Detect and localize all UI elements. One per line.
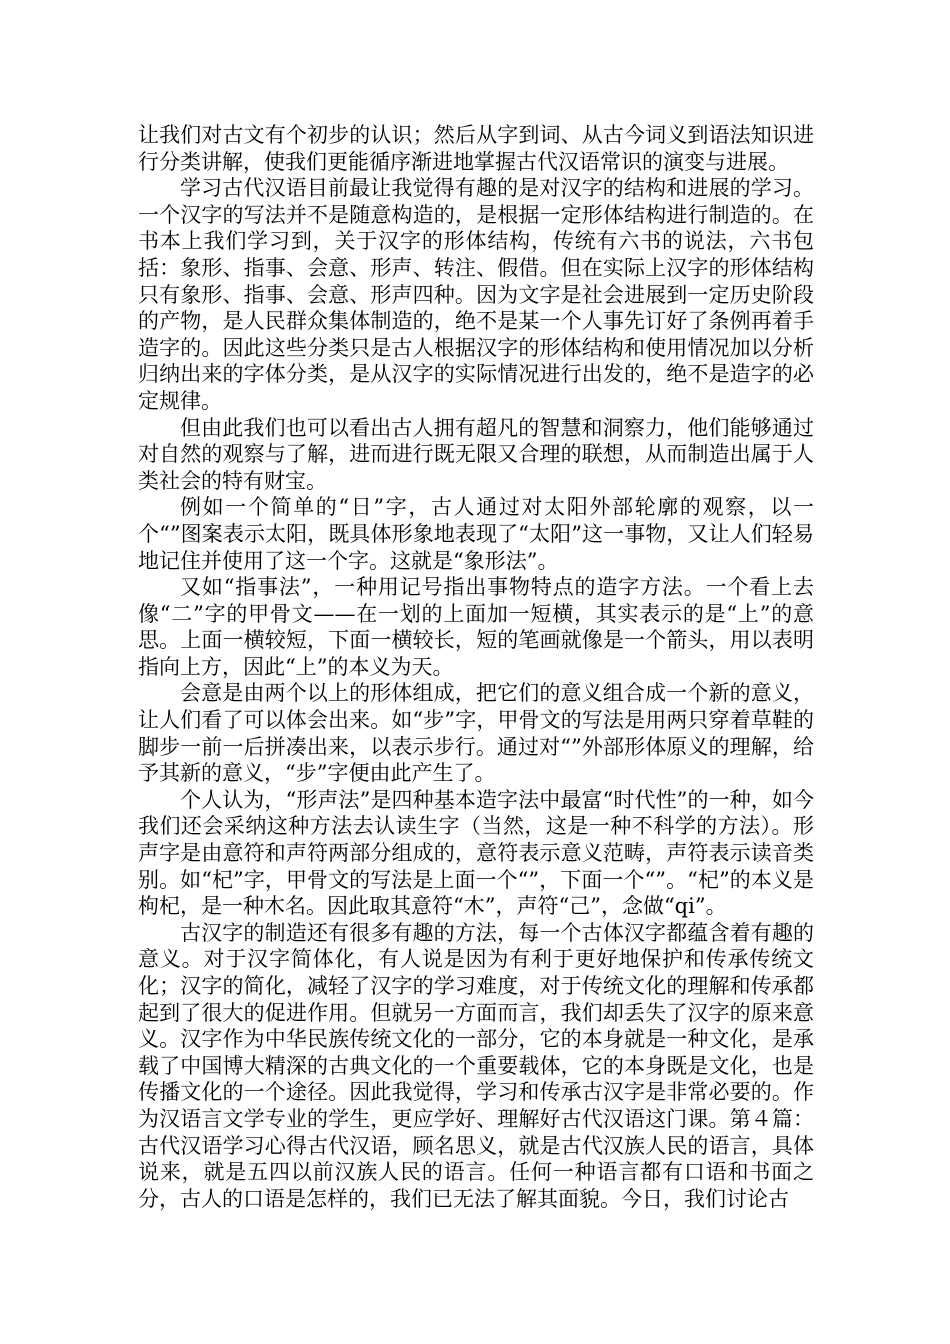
paragraph-7: 个人认为，“形声法”是四种基本造字法中最富“时代性”的一种，如今我们还会采纳这种方法去认读生字（当然，这是一种不科学的方法）。形声字是由意符和声符两部分组成的，意符表示意义范畴，声符表示读音类别。如“杞”字，甲骨文的写法是上面一个“”，下面一个“”。“杞”的本义是枸杞，是一种木名。因此取其意符“木”，声符“己”，念做“qi”。 <box>138 787 814 919</box>
paragraph-6: 会意是由两个以上的形体组成，把它们的意义组合成一个新的意义，让人们看了可以体会出来。如“步”字，甲骨文的写法是用两只穿着草鞋的脚步一前一后拼凑出来，以表示步行。通过对“”外部形体原义的理解，给予其新的意义，“步”字便由此产生了。 <box>138 681 814 786</box>
paragraph-3: 但由此我们也可以看出古人拥有超凡的智慧和洞察力，他们能够通过对自然的观察与了解，进而进行既无限又合理的联想，从而制造出属于人类社会的特有财宝。 <box>138 415 814 493</box>
paragraph-5: 又如“指事法”，一种用记号指出事物特点的造字方法。一个看上去像“二”字的甲骨文——在一划的上面加一短横，其实表示的是“上”的意思。上面一横较短，下面一横较长，短的笔画就像是一个箭头，用以表明指向上方，因此“上”的本义为天。 <box>138 575 814 679</box>
paragraph-1: 让我们对古文有个初步的认识；然后从字到词、从古今词义到语法知识进行分类讲解，使我们更能循序渐进地掌握古代汉语常识的演变与进展。 <box>138 123 814 174</box>
document-body <box>138 122 814 1212</box>
paragraph-8: 古汉字的制造还有很多有趣的方法，每一个古体汉字都蕴含着有趣的意义。对于汉字简体化，有人说是因为有利于更好地保护和传承传统文化；汉字的简化，减轻了汉字的学习难度，对于传统文化的理解和传承都起到了很大的促进作用。但就另一方面而言，我们却丢失了汉字的原来意义。汉字作为中华民族传统文化的一部分，它的本身就是一种文化，是承载了中国博大精深的古典文化的一个重要载体，它的本身既是文化，也是传播文化的一个途径。因此我觉得，学习和传承古汉字是非常必要的。作为汉语言文学专业的学生，更应学好、理解好古代汉语这门课。第４篇：古代汉语学习心得古代汉语，顾名思义，就是古代汉族人民的语言，具体说来，就是五四以前汉族人民的语言。任何一种语言都有口语和书面之分，古人的口语是怎样的，我们已无法了解其面貌。今日，我们讨论古 <box>138 920 814 1211</box>
paragraph-4: 例如一个简单的“日”字，古人通过对太阳外部轮廓的观察，以一个“”图案表示太阳，既具体形象地表现了“太阳”这一事物，又让人们轻易地记住并使用了这一个字。这就是“象形法”。 <box>138 495 814 573</box>
paragraph-2: 学习古代汉语目前最让我觉得有趣的是对汉字的结构和进展的学习。一个汉字的写法并不是随意构造的，是根据一定形体结构进行制造的。在书本上我们学习到，关于汉字的形体结构，传统有六书的说法，六书包括：象形、指事、会意、形声、转注、假借。但在实际上汉字的形体结构只有象形、指事、会意、形声四种。因为文字是社会进展到一定历史阶段的产物，是人民群众集体制造的，绝不是某一个人事先订好了条例再着手造字的。因此这些分类只是古人根据汉字的形体结构和使用情况加以分析归纳出来的字体分类，是从汉字的实际情况进行出发的，绝不是造字的必定规律。 <box>138 176 814 413</box>
